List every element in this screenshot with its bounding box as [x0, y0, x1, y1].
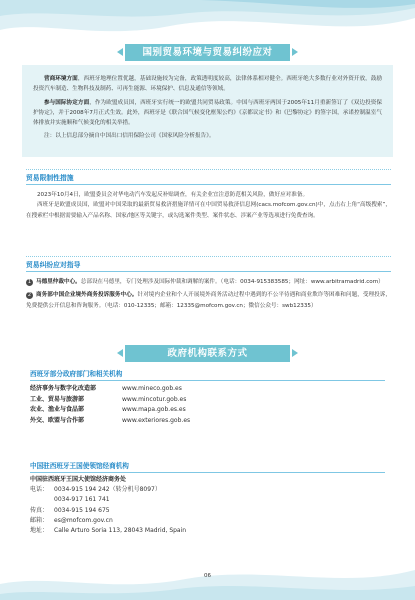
embassy-section [30, 462, 385, 536]
heading-underline [30, 380, 385, 381]
agency-url-link[interactable]: www.mincotur.gob.es [122, 395, 187, 403]
dispute-item-2-text: 针对境内企业和个人开展境外商务活动过程中遇到的不公平待遇和商业欺诈等困难和问题，受理投诉，免费提供公开信息和咨询服务。（电话：010-12335；邮箱：12335@mofcom.gov.cn；微信公众号：swb12335） [26, 292, 391, 309]
agency-row [30, 405, 385, 416]
agency-url-link[interactable]: www.exteriores.gob.es [122, 416, 191, 424]
contact-value: 0034-915 194 242（转分机号8097） [54, 486, 161, 493]
contact-row-address [30, 526, 385, 536]
embassy-office-title: 中国驻西班牙王国大使馆经济商务处 [30, 476, 127, 483]
contact-value: 0034-915 194 675 [54, 506, 110, 514]
agency-name: 经济事务与数字化改造部 [30, 385, 97, 392]
contact-row-phone [30, 485, 385, 495]
agency-url-link[interactable]: www.mapa.gob.es.es [122, 406, 186, 413]
contact-row-phone-2 [30, 495, 385, 505]
agency-name: 农业、渔业与食品部 [30, 406, 85, 413]
source-note: 注：以上信息部分摘自中国出口信用保险公司《国家风险分析报告》。 [44, 133, 215, 140]
heading-underline [26, 271, 391, 272]
contact-label [30, 495, 54, 505]
heading-underline [30, 472, 385, 473]
agency-name: 工业、贸易与旅游部 [30, 395, 85, 403]
heading-underline [26, 184, 391, 185]
agency-row [30, 384, 385, 395]
international-agreements-paragraph [33, 98, 382, 129]
business-environment-text: ，西班牙地理位置优越，基础设施较为完备，政策透明度较高，法律体系相对健全。西班牙绝大多数行业对外资开放，鼓励投资汽车制造、生物科技及制药、可再生能源、环境保护、信息及通信等领域。 [33, 76, 382, 93]
spain-agencies-heading: 西班牙部分政府部门和相关机构 [30, 370, 123, 378]
embassy-heading: 中国驻西班牙王国使领馆经商机构 [30, 462, 129, 470]
section-divider [26, 256, 391, 257]
contact-row-fax [30, 506, 385, 516]
international-agreements-text: ，作为欧盟成员国，西班牙实行统一的欧盟共同贸易政策。中国与西班牙两国于2005年11月重新签订了《双边投资保护协定》，并于2008年7月正式生效。此外，西班牙是《联合国气候变化框架公约》《京都议定书》和《巴黎协定》的签字国，承诺控制温室气体排放并实施顺和气候变化的相关举措。 [33, 99, 382, 127]
contact-label: 传真： [30, 506, 49, 514]
agency-name: 外交、欧盟与合作部 [30, 416, 85, 424]
trade-dispute-heading: 贸易纠纷应对指导 [26, 261, 81, 269]
dispute-item-2-label: 商务部中国企业境外商务投诉服务中心。 [36, 292, 138, 299]
international-agreements-label: 参与国际协定方面 [44, 99, 90, 106]
spain-agencies-section [30, 370, 385, 426]
dispute-item-madrid-arbitration [26, 277, 391, 287]
trade-restriction-paragraph-2: 西班牙是欧盟成员国，欧盟对中国采取的最新贸易救济措施详情可在中国贸易救济信息网(cacs.mofcom.gov.cn)中，点击右上角“高级搜索”，在搜索栏中根据需要输入产品名称、国家/地区等关键字，或勾选案件类型、案件状态、涉案产业等选项进行免费查询。 [26, 202, 391, 219]
contact-row-email [30, 516, 385, 526]
trade-restriction-heading: 贸易限制性措施 [26, 174, 74, 182]
page-number: 06 [204, 573, 211, 579]
trade-restriction-paragraph-1: 2023年10月4日，欧盟委员会对华电动汽车发起反补贴调查，有关企业宜注意防范相关风险，做好应对准备。 [37, 192, 309, 198]
dispute-item-1-text: 总部设在马德里，专门处理涉及国际仲裁和调解的案件。（电话：0034-915383585；网址：www.arbitramadrid.com） [80, 279, 384, 285]
section-divider [26, 169, 391, 170]
dispute-item-mofcom-complaint-center [26, 290, 391, 311]
number-2-badge: 2 [27, 292, 32, 299]
agency-row [30, 416, 385, 427]
trade-environment-panel [22, 65, 393, 157]
trade-restriction-section [26, 163, 391, 221]
section-banner-trade-environment: 国别贸易环境与贸易纠纷应对 [125, 44, 290, 61]
contact-value: 0034-917 161 741 [54, 496, 110, 504]
agency-url-link[interactable]: www.mineco.gob.es [122, 385, 182, 392]
contact-value: Calle Arturo Soria 113, 28043 Madrid, Spain [54, 527, 187, 535]
contact-label: 地址： [30, 527, 49, 535]
dispute-item-1-label: 马德里仲裁中心。 [36, 279, 81, 285]
section-banner-government-contacts: 政府机构联系方式 [125, 345, 290, 362]
contact-label: 电话： [30, 486, 49, 493]
contact-label: 邮箱： [30, 516, 49, 524]
business-environment-paragraph [33, 74, 382, 95]
trade-dispute-section [26, 250, 391, 314]
contact-value: es@mofcom.gov.cn [54, 516, 113, 524]
number-1-badge: 1 [27, 279, 32, 285]
agency-row [30, 395, 385, 406]
business-environment-label: 营商环境方面 [44, 76, 78, 82]
